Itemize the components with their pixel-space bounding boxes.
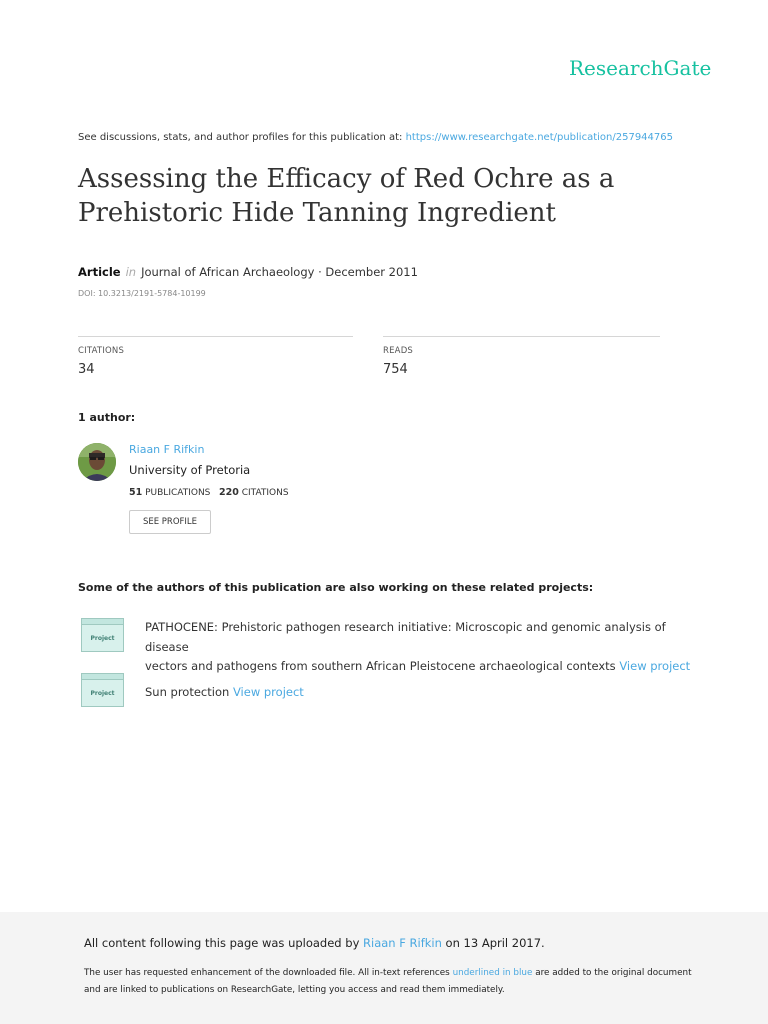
researchgate-logo[interactable]: ResearchGate [569, 56, 712, 80]
related-projects-heading: Some of the authors of this publication are also working on these related projects: [78, 581, 594, 594]
citations-label: CITATIONS [78, 346, 125, 356]
divider-citations [78, 336, 353, 337]
publications-count: 51 [129, 487, 143, 498]
project-title-line1: PATHOCENE: Prehistoric pathogen research initiative: Microscopic and genomic analysis of disease [145, 620, 666, 654]
note-prefix: The user has requested enhancement of the downloaded file. All in-text references [84, 968, 453, 978]
project-item-pathocene [145, 618, 705, 677]
project-item-sun-protection [145, 683, 304, 703]
project-icon-label: Project [90, 690, 115, 697]
author-avatar[interactable] [78, 443, 116, 481]
upload-prefix: All content following this page was uploaded by [84, 936, 364, 950]
note-suffix: are added to the original document and are linked to publications on ResearchGate, letting you access and read them immediately. [84, 968, 692, 995]
publications-label: PUBLICATIONS [145, 488, 211, 498]
source-text: See discussions, stats, and author profiles for this publication at: [78, 132, 406, 143]
project-icon[interactable] [81, 618, 124, 652]
publication-title: Assessing the Efficacy of Red Ochre as a Prehistoric Hide Tanning Ingredient [78, 164, 615, 228]
underlined-in-blue-link[interactable]: underlined in blue [452, 968, 533, 978]
authors-heading: 1 author: [78, 411, 136, 424]
project-title: Sun protection [145, 685, 230, 699]
source-line [78, 132, 673, 143]
publication-url-link[interactable]: https://www.researchgate.net/publication/257944765 [405, 132, 673, 143]
enhancement-note [84, 965, 704, 999]
project-icon-label: Project [90, 635, 115, 642]
citations-value: 34 [78, 362, 95, 377]
avatar-photo-icon [78, 443, 116, 481]
meta-in-label: in [125, 265, 137, 279]
upload-suffix: on 13 April 2017. [441, 936, 545, 950]
uploader-link[interactable]: Riaan F Rifkin [363, 936, 442, 950]
journal-date: Journal of African Archaeology · December 2011 [141, 265, 418, 279]
author-citations-count: 220 [218, 487, 239, 498]
project-title-line2: vectors and pathogens from southern African Pleistocene archaeological contexts [145, 659, 616, 673]
publication-type: Article [78, 265, 121, 279]
author-citations-label: CITATIONS [241, 488, 289, 498]
reads-value: 754 [383, 362, 408, 377]
view-project-link[interactable]: View project [619, 659, 691, 673]
view-project-link[interactable]: View project [232, 685, 304, 699]
author-stats [129, 487, 289, 498]
see-profile-button[interactable]: SEE PROFILE [129, 510, 211, 534]
project-icon[interactable] [81, 673, 124, 707]
divider-reads [383, 336, 660, 337]
author-name-link[interactable]: Riaan F Rifkin [129, 443, 205, 456]
upload-notice [84, 936, 545, 950]
author-institution: University of Pretoria [129, 463, 251, 477]
reads-label: READS [383, 346, 414, 356]
publication-meta [78, 265, 418, 279]
doi: DOI: 10.3213/2191-5784-10199 [78, 289, 206, 298]
